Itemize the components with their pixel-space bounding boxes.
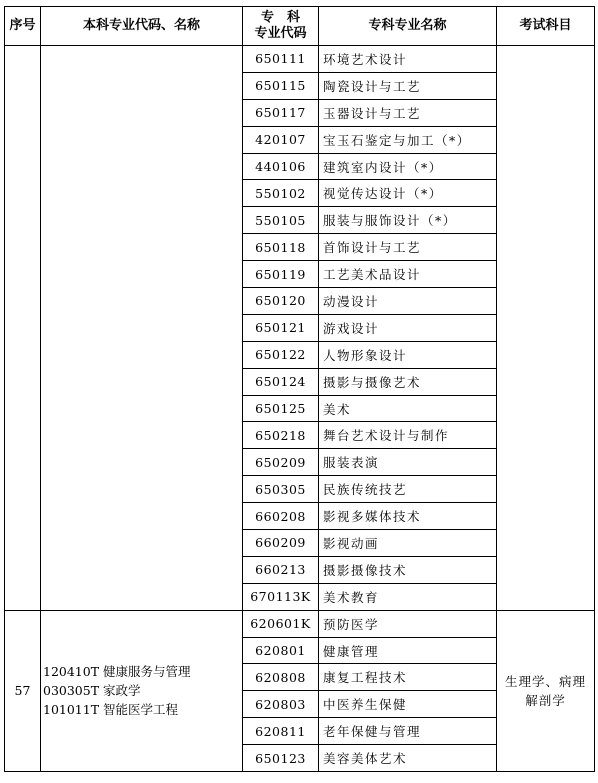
college-name-cell: 宝玉石鉴定与加工（*） [319,126,497,153]
college-name-cell: 环境艺术设计 [319,46,497,73]
college-code-cell: 650117 [243,99,319,126]
college-code-cell: 650124 [243,368,319,395]
college-name-cell: 首饰设计与工艺 [319,234,497,261]
header-row [5,7,595,46]
college-code-cell: 620808 [243,664,319,691]
college-code-cell: 440106 [243,153,319,180]
college-name-cell: 动漫设计 [319,288,497,315]
college-name-cell: 陶瓷设计与工艺 [319,72,497,99]
college-code-cell: 650123 [243,745,319,772]
college-name-cell: 康复工程技术 [319,664,497,691]
group2-bachelor-cell [41,610,243,771]
college-code-cell: 650119 [243,261,319,288]
college-code-cell: 660213 [243,556,319,583]
college-code-cell: 650115 [243,72,319,99]
college-code-cell: 650118 [243,234,319,261]
college-name-cell: 建筑室内设计（*） [319,153,497,180]
college-code-cell: 620811 [243,718,319,745]
college-code-cell: 620601K [243,610,319,637]
college-code-cell: 650121 [243,314,319,341]
college-code-cell: 550102 [243,180,319,207]
header-exam-subjects: 考试科目 [497,7,595,46]
bachelor-major-item: 030305T 家政学 [43,683,141,699]
college-code-cell: 650111 [243,46,319,73]
college-code-cell: 670113K [243,583,319,610]
college-name-cell: 摄影摄像技术 [319,556,497,583]
college-code-cell: 650209 [243,449,319,476]
college-code-cell: 650125 [243,395,319,422]
college-name-cell: 健康管理 [319,637,497,664]
header-bachelor-major: 本科专业代码、名称 [41,7,243,46]
college-name-cell: 游戏设计 [319,314,497,341]
college-code-cell: 620801 [243,637,319,664]
college-code-cell: 620803 [243,691,319,718]
group2-seq-cell: 57 [5,610,41,771]
college-name-cell: 服装表演 [319,449,497,476]
subjects-line1: 生理学、病理 [504,673,586,689]
college-name-cell: 美术 [319,395,497,422]
college-code-cell: 650218 [243,422,319,449]
college-name-cell: 预防医学 [319,610,497,637]
group1-subjects-cell [497,46,595,611]
college-name-cell: 影视多媒体技术 [319,503,497,530]
header-college-major-name: 专科专业名称 [319,7,497,46]
table-row [5,46,595,73]
group1-seq-cell [5,46,41,611]
college-name-cell: 工艺美术品设计 [319,261,497,288]
bachelor-major-item: 101011T 智能医学工程 [43,702,179,718]
college-code-cell: 650122 [243,341,319,368]
header-college-code [243,7,319,46]
college-name-cell: 中医养生保健 [319,691,497,718]
admission-table [4,6,595,772]
subjects-line2: 解剖学 [525,692,566,708]
college-code-cell: 650305 [243,476,319,503]
table-body [5,46,595,772]
college-name-cell: 玉器设计与工艺 [319,99,497,126]
college-name-cell: 美术教育 [319,583,497,610]
college-code-cell: 660209 [243,530,319,557]
college-name-cell: 舞台艺术设计与制作 [319,422,497,449]
college-code-cell: 550105 [243,207,319,234]
college-name-cell: 视觉传达设计（*） [319,180,497,207]
header-seq: 序号 [5,7,41,46]
college-code-cell: 420107 [243,126,319,153]
college-name-cell: 影视动画 [319,530,497,557]
college-code-cell: 660208 [243,503,319,530]
group1-bachelor-cell [41,46,243,611]
college-name-cell: 老年保健与管理 [319,718,497,745]
group2-subjects-cell [497,610,595,771]
header-college-code-line1: 专 科 [260,10,300,25]
header-college-code-line2: 专业代码 [254,26,307,41]
college-name-cell: 民族传统技艺 [319,476,497,503]
bachelor-major-item: 120410T 健康服务与管理 [43,664,191,680]
college-name-cell: 美容美体艺术 [319,745,497,772]
college-name-cell: 服装与服饰设计（*） [319,207,497,234]
college-name-cell: 人物形象设计 [319,341,497,368]
college-code-cell: 650120 [243,288,319,315]
table-row [5,610,595,637]
college-name-cell: 摄影与摄像艺术 [319,368,497,395]
